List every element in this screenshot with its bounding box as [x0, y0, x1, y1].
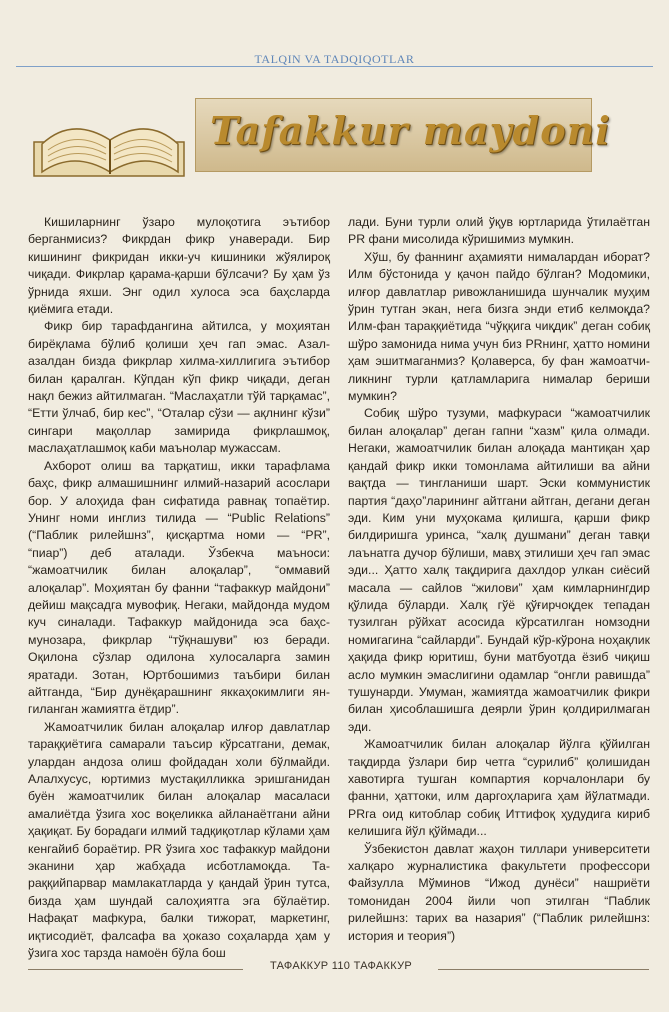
paragraph: лади. Буни турли олий ўқув юртларида ўтилаётган PR фани мисолида кўришимиз мумкин. — [348, 215, 650, 247]
article-title: Tafakkur maydoni — [210, 108, 611, 153]
paragraph: Фикр бир тарафдангина айтилса, у моҳиятан бирёқлама бўлиб қолиши ҳеч гап эмас. Азал-азалдан бизда фикрлар хилма-хиллигига эътибор билан қаралган. Кўпдан кўп фикр чиқади, деган нақл бежиз айтилмаган. “Маслаҳатли тўй тарқамас”, “Етти ўлчаб, бир кес”, “Оталар сўзи — ақлнинг кўзи” сингари мақоллар замирида фикрлашмоқ, маслаҳатлашмоқ каби маънолар мужассам. — [28, 319, 330, 456]
paragraph: Ахборот олиш ва тарқатиш, икки тарафлама баҳс, фикр алмашишнинг илмий-назарий асослари бор. У алоҳида фан сифатида равнақ топаётир. Унинг номи инглиз тилида — “Public Relations” (“Паблик рилейшнз”, қисқартма номи — “PR”, “пиар”) деб аталади. Ўзбекча маъноси: “жамоатчилик билан алоқалар”, “оммавий алоқалар”. Моҳиятан бу фанни “тафаккур майдони” дейиш мақсадга мувофиқ. Негаки, майдонда мудом куч синалади. Тафаккур майдонида эса баҳс-мунозара, фикрлар “тўқнашуви” юз беради. Оқилона сўзлар одилона хулосаларга замин яратади. Зотан, Юртбошимиз таъбири билан айтганда, “Бир дунёқарашнинг яккаҳокимлиги янгиланган жамиятга ётдир”. — [28, 458, 330, 717]
header-rule — [16, 66, 653, 67]
paragraph: Хўш, бу фаннинг аҳамияти нималардан иборат? Илм бўстонида у қачон пайдо бўлган? Модомики, илғор давлатлар ривожланишида шунчалик муҳим ўрин тутган экан, нега бизга энди етиб келмоқда? Илм-фан тараққиётида “чўққига чиқдик” деган собиқ шўро замонида нима учун биз PRнинг, ҳатто номини ҳам эшитмаганмиз? Қолаверса, бу фан жамоатчиликнинг турли қатламларига нималар бериши мумкин? — [348, 249, 650, 404]
article-body — [28, 214, 654, 961]
paragraph: Собиқ шўро тузуми, мафкураси “жамоатчилик билан алоқалар” деган гапни “хазм” қила олмади. Негаки, жамоатчилик билан алоқада мантиқан ҳар қандай фикр икки томонлама айтилиши ва айни вақтда — тингланиши шарт. Эски коммунистик партия “даҳо”ларининг айтгани айтган, дегани деган эди. Ким уни муҳокама қилишга, қарши фикр билдиришга уринса, “халқ душмани” деган тавқи лаънатга дучор бўлиши, мавҳ этилиши ҳеч гап эмас эди... Ҳатто халқ тақдирига дахлдор улкан сиёсий масала — сайлов “жилови” ҳам кимларнингдир қўлида бўларди. Халқ гўё қўғирчоқдек тепадан тузилган рўйхат асосида кўрсатилган номзодни номигагина “сайларди”. Бундай кўр-кўрона ноҳақлик ҳақида фикр юритиш, буни матбуотда ёзиб чиқиш асло мумкин эмаслигини одамлар “онгли равишда” тушунарди. Умуман, жамиятда жамоатчилик фикри билан ҳисоблашишга деярли ўрин қолдирилмаган эди. — [348, 406, 650, 734]
paragraph: Кишиларнинг ўзаро мулоқотига эътибор берганмисиз? Фикрдан фикр унаверади. Бир кишининг фикридан икки-уч кишиники жўялироқ чиқади. Фикрлар қарама-қарши бўлсачи? Бу ҳам ўз ўрнида яхши. Энг одил хулоса эса баҳсларда қиёмига етади. — [28, 215, 330, 317]
paragraph: Жамоатчилик билан алоқалар илғор давлатлар тараққиётига самарали таъсир кўрсатгани, демак, улардан андоза олиш фойдадан холи бўлмайди. Алалхусус, юртимиз мустақилликка эришганидан буён жамоатчилик билан алоқалар масаласи амалиётда ўзига хос воқеликка айланаётгани айни ҳақиқат. Бу борадаги илмий тадқиқотлар кўлами ҳам кенгайиб бораётир. PR ўзига хос тафаккур майдони эканини ҳар жабҳада исботламоқда. Тараққийпарвар мамлакатларда у қандай ўрин тутса, бизда ҳам шундай салоҳиятга эга бўлаётир. Нафақат мафкура, балки тижорат, маркетинг, иқтисодиёт, фалсафа ва ҳоказо соҳаларда ҳам у ўзига хос тарзда намоён бўла бош — [28, 719, 330, 961]
running-footer — [28, 960, 649, 980]
footer-rule-right — [438, 969, 649, 970]
page-footer-label: ТАФАККУР 110 ТАФАККУР — [269, 960, 413, 972]
right-column — [348, 214, 650, 945]
left-column — [28, 214, 330, 962]
section-title: TALQIN VA TADQIQOTLAR — [254, 52, 415, 66]
paragraph: Ўзбекистон давлат жаҳон тиллари университети халқаро журналистика факультети профессори Файзулла Мўминов “Ижод дунёси” нашриёти томонидан 2004 йили чоп этилган “Паблик рилейшнз: тарих ва назария” (“Паблик рилейшнз: история и теория”) — [348, 841, 650, 943]
running-header — [16, 50, 653, 72]
footer-rule-left — [28, 969, 243, 970]
open-book-icon — [22, 98, 202, 183]
paragraph: Жамоатчилик билан алоқалар йўлга қўйилган тақдирда ўзлари бир четга “сурилиб” қолишидан хавотирга тушган компартия корчалонлари бу фанни, ҳаттоки, илм даргоҳларига ҳам йўлатмади. PRга оид китоблар собиқ Иттифоқ ҳудудига кириб келишига йўл қўймади... — [348, 737, 650, 839]
